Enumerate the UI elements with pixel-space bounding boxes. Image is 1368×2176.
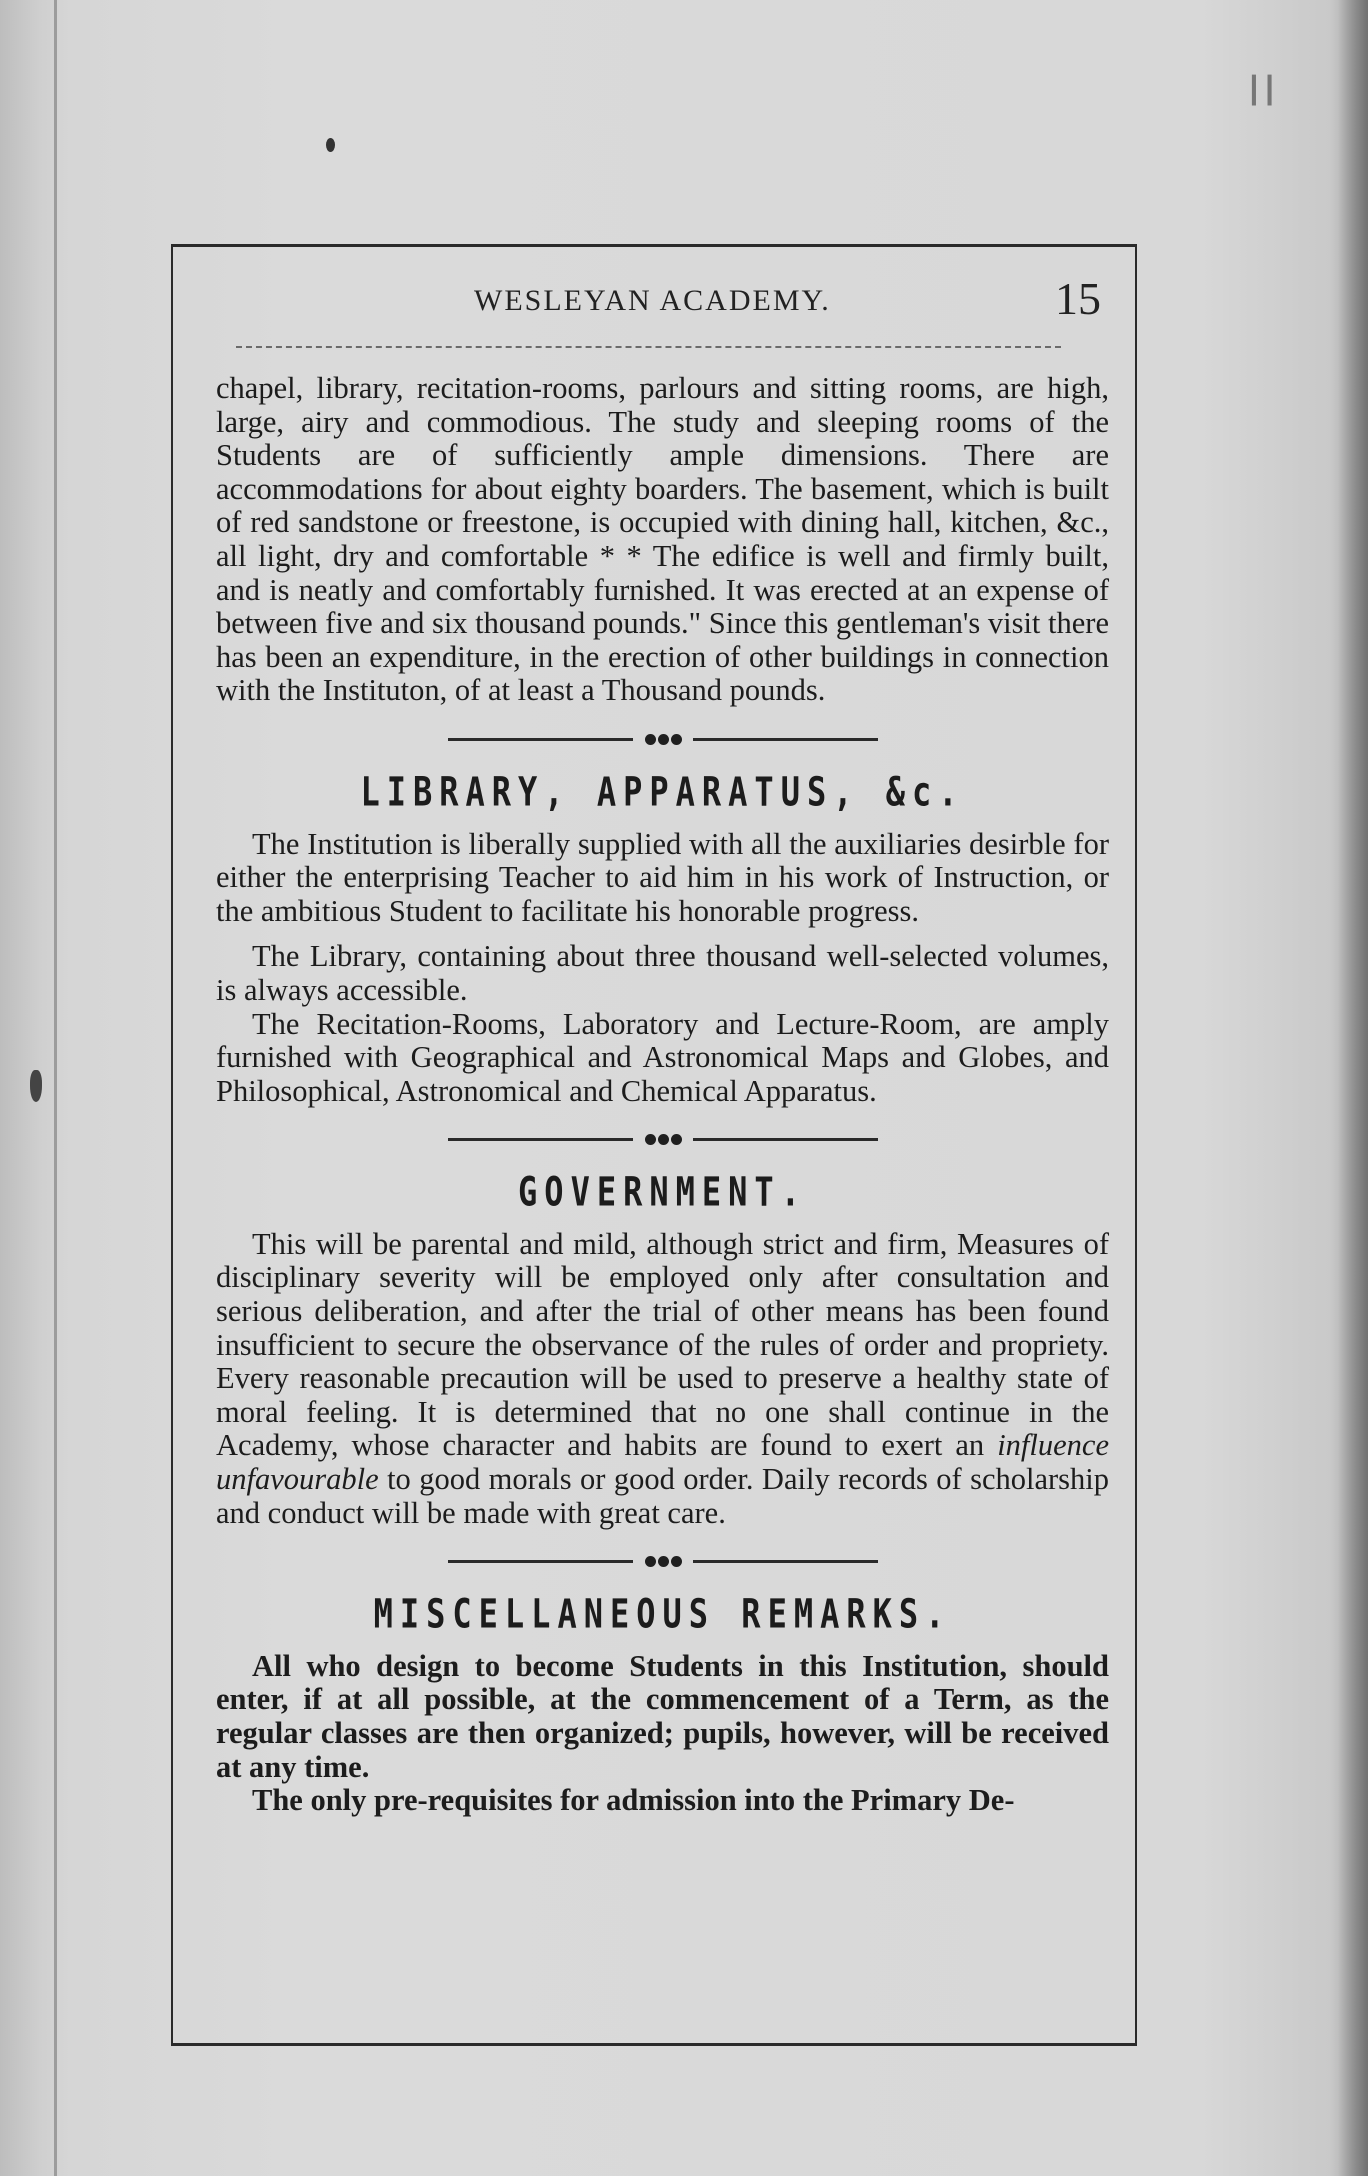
ink-spot — [326, 138, 335, 152]
page-body — [216, 372, 1109, 1818]
library-paragraph: The Institution is liberally supplied with all the auxiliaries desirble for either the enterprising Teacher to aid him in his work of Instruction, or the ambitious Student to facilitate his honorable progress. — [216, 826, 1109, 928]
government-text: This will be parental and mild, although strict and firm, Measures of disciplinary severity will be employed only after consultation and serious deliberation, and after the trial of other means has been found insufficient to secure the observance of the rules of order and propriety. Every reasonable precaution will be used to preserve a healthy state of moral feeling. It is determined that no one shall continue in the Academy, whose character and habits are found to exert an — [216, 1226, 1109, 1463]
intro-paragraph: chapel, library, recitation-rooms, parlours and sitting rooms, are high, large, airy and commodious. The study and sleeping rooms of the Students are of sufficiently ample dimensions. There are accommodations for about eighty boarders. The basement, which is built of red sandstone or freestone, is occupied with dining hall, kitchen, &c., all light, dry and comfortable * * The edifice is well and firmly built, and is neatly and comfortably furnished. It was erected at an expense of between five and six thousand pounds." Since this gentleman's visit there has been an expenditure, in the erection of other buildings in connection with the Instituton, of at least a Thousand pounds. — [216, 371, 1109, 708]
corner-marks: ┃┃ — [1246, 76, 1278, 106]
government-text-end: to good morals or good order. Daily records of scholarship and conduct will be made with great care. — [216, 1462, 1109, 1530]
section-divider — [448, 1554, 878, 1568]
page-edge-shadow — [1338, 0, 1368, 2176]
library-paragraph: The Library, containing about three thousand well-selected volumes, is always accessible. — [216, 939, 1109, 1007]
misc-heading: MISCELLANEOUS REMARKS. — [373, 1590, 952, 1638]
running-title: WESLEYAN ACADEMY. — [474, 284, 831, 317]
section-divider — [448, 732, 878, 746]
header-dashed-rule — [236, 346, 1061, 348]
gutter-line — [54, 0, 57, 2176]
government-paragraph — [216, 1228, 1109, 1530]
running-header — [221, 268, 1101, 338]
italic-phrase: influence unfavourable — [216, 1428, 1109, 1497]
page-number: 15 — [1055, 273, 1101, 324]
misc-paragraph: The only pre-requisites for admission into the Primary De- — [252, 1783, 1015, 1818]
misc-paragraph: All who design to become Students in this Institution, should enter, if at all possible, at the commencement of a Term, as the regular classes are then organized; pupils, however, will be received at any time. — [216, 1648, 1109, 1784]
section-divider — [448, 1132, 878, 1146]
binding-mark — [30, 1070, 42, 1102]
library-paragraph: The Recitation-Rooms, Laboratory and Lecture-Room, are amply furnished with Geographical and Astronomical Maps and Globes, and Philosophical, Astronomical and Chemical Apparatus. — [216, 1006, 1109, 1108]
library-heading: LIBRARY, APPARATUS, &c. — [360, 767, 965, 816]
government-heading: GOVERNMENT. — [518, 1168, 807, 1216]
